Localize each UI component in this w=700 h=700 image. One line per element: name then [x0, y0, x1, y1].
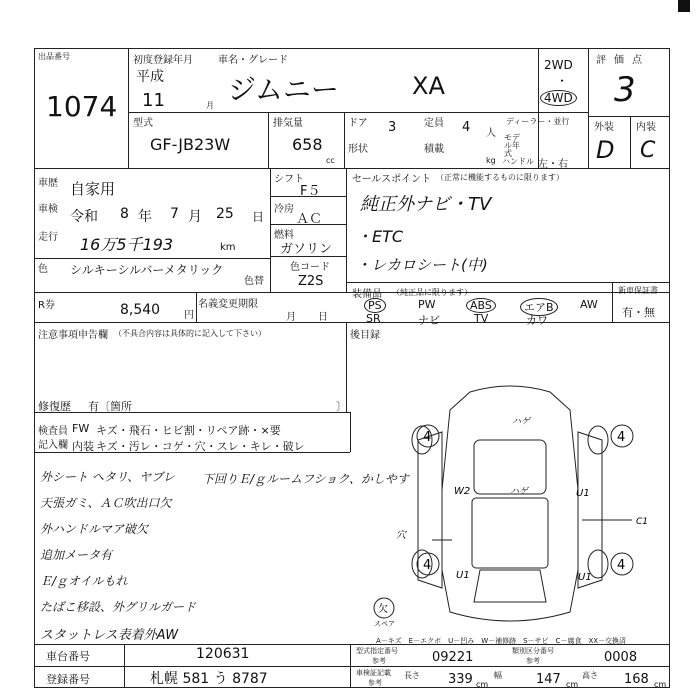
warranty-value: 有・無 — [622, 306, 655, 319]
sales-item-1: 純正外ナビ・TV — [360, 194, 492, 215]
inspector-row2-prefix: 内装 — [72, 440, 94, 453]
drive-2wd: 2WD — [544, 58, 573, 72]
len-value: 339 — [448, 672, 473, 687]
diagram-mark-11: 穴 — [396, 530, 406, 541]
ac-label: 冷房 — [274, 204, 294, 215]
ext-label: 外装 — [594, 122, 614, 133]
inspector-label-1: 検査員 — [38, 426, 68, 437]
recycle-label: R券 — [38, 300, 55, 311]
lot-number: 1074 — [46, 90, 118, 123]
model-year-label: モデル年式 — [504, 133, 520, 158]
wid-label: 幅 — [494, 671, 502, 680]
insp-day: 25 — [216, 206, 234, 222]
spec-sub: 参考 — [372, 657, 386, 665]
mileage-unit: km — [220, 242, 236, 253]
spec-value: 09221 — [432, 650, 474, 665]
repair-label: 修復歴 — [38, 400, 71, 413]
history-label: 車歴 — [38, 178, 58, 189]
remark-6: たばこ移設、外グリルガード — [40, 600, 197, 614]
wid-value: 147 — [536, 672, 561, 687]
warranty-label: 新車保証書 — [618, 286, 658, 295]
equip-airbag: エアB — [520, 298, 558, 316]
diagram-mark-2: 4 — [617, 430, 626, 445]
reg-label: 初度登録年月 — [133, 55, 193, 66]
wid-unit: cm — [566, 680, 579, 689]
fuel-value: ガソリン — [280, 242, 333, 257]
inspector-label-2: 記入欄 — [38, 440, 68, 451]
diagram-mark-6: W2 — [454, 486, 471, 497]
equip-note: （純正品に限ります） — [392, 288, 472, 297]
notes-note: （不具合内容は具体的に記入して下さい） — [114, 329, 266, 338]
diagram-mark-4: 4 — [617, 558, 626, 573]
name-month-unit: 月 — [286, 312, 296, 323]
reg-month-unit: 月 — [206, 101, 214, 110]
remark-2: 天張ガミ、ＡＣ吹出口欠 — [40, 496, 172, 510]
chassis-label: 車台番号 — [46, 650, 90, 663]
equip-leather: カワ — [526, 314, 548, 327]
diagram-mark-10: C1 — [636, 517, 649, 527]
disp-value: 658 — [292, 135, 323, 154]
insp-label: 車検 — [38, 204, 58, 215]
remark-3: 外ハンドルマア破欠 — [40, 522, 149, 536]
disp-unit: cc — [326, 156, 335, 165]
hgt-unit: cm — [654, 680, 667, 689]
chassis-value: 120631 — [196, 646, 250, 662]
shift-label: シフト — [274, 174, 304, 185]
disp-label: 排気量 — [273, 118, 303, 129]
equip-navi: ナビ — [418, 314, 440, 327]
lot-label: 出品番号 — [38, 52, 70, 61]
car-diagram — [360, 380, 660, 640]
equip-pw: PW — [418, 298, 436, 311]
door-value: 3 — [388, 120, 397, 135]
car-name: ジムニー — [228, 73, 339, 106]
name-day-unit: 日 — [318, 312, 328, 323]
ext-value: D — [596, 136, 615, 164]
repair-value: 有〔箇所 — [88, 400, 132, 413]
recycle-value: 8,540 — [120, 302, 161, 318]
remark-top: 下回りＥ/ｇルームフショク、かしやす — [202, 472, 409, 486]
handle-label: ハンドル — [502, 157, 534, 166]
int-label: 内装 — [636, 122, 656, 133]
load-label: 積載 — [424, 144, 444, 155]
corner-mark — [678, 0, 690, 12]
sales-label: セールスポイント — [352, 174, 432, 185]
load-unit: kg — [486, 156, 496, 165]
model-label: 型式 — [133, 118, 153, 129]
shape-label: 形状 — [348, 144, 368, 155]
history-value: 自家用 — [70, 180, 116, 198]
diagram-mark-1: 4 — [423, 430, 432, 445]
shift-value: F５ — [300, 184, 321, 199]
insp-month-unit: 月 — [188, 209, 202, 225]
class-label: 類別区分番号 — [512, 647, 554, 655]
inspector-row1-prefix: FW — [72, 422, 90, 435]
diagram-mark-12: U1 — [578, 572, 592, 583]
sales-item-2: ・ETC — [356, 227, 404, 246]
insp-era: 令和 — [70, 209, 98, 225]
car-grade: XA — [412, 72, 445, 100]
equip-aw: AW — [580, 298, 598, 311]
rear-label: 後目録 — [350, 330, 380, 341]
plate-value: 札幌 581 う 8787 — [150, 671, 268, 687]
diagram-mark-3: 4 — [423, 558, 432, 573]
cap-unit: 人 — [486, 128, 496, 139]
dims-sub: 参考 — [368, 679, 382, 687]
reg-era: 平成 — [136, 69, 164, 85]
insp-year-unit: 年 — [138, 209, 152, 225]
cap-value: 4 — [462, 120, 471, 135]
drive-4wd: 4WD — [540, 90, 577, 106]
model-value: GF-JB23W — [150, 135, 231, 154]
ac-value: ＡＣ — [296, 212, 323, 227]
equip-abs: ABS — [466, 298, 496, 313]
equip-tv: TV — [474, 312, 489, 325]
cap-label: 定員 — [424, 118, 444, 129]
diagram-mark-13: 欠 — [378, 604, 388, 615]
handle-value: 左・右 — [538, 159, 568, 170]
drive-dot: ・ — [556, 74, 569, 88]
equip-label: 装備品 — [352, 289, 382, 300]
score-label: 評価点 — [596, 55, 650, 66]
spec-label: 型式指定番号 — [356, 647, 398, 655]
recycle-unit: 円 — [184, 310, 194, 321]
dealer-label: ディーラー・並行 — [506, 117, 570, 126]
diagram-mark-7: ハゲ — [510, 487, 529, 497]
remark-5: Ｅ/ｇオイルもれ — [40, 574, 128, 588]
remark-1: 外シート ヘタリ、ヤブレ — [40, 470, 175, 484]
int-value: C — [640, 138, 656, 163]
diagram-mark-8: U1 — [576, 488, 590, 499]
class-value: 0008 — [604, 650, 638, 665]
color-code-label: 色コード — [290, 262, 330, 273]
mileage-value: 16万5千193 — [80, 235, 174, 254]
equip-sr: SR — [366, 312, 381, 325]
insp-month: 7 — [170, 206, 179, 222]
door-label: ドア — [348, 118, 368, 129]
score-value: 3 — [614, 70, 636, 110]
plate-label: 登録番号 — [46, 673, 90, 686]
sales-note: （正常に機能するものに限ります） — [436, 173, 564, 182]
color-value: シルキーシルバーメタリック — [70, 263, 224, 277]
class-sub: 参考 — [526, 657, 540, 665]
hgt-value: 168 — [624, 672, 649, 687]
equip-ps: PS — [364, 298, 386, 313]
color-change-label: 色替 — [244, 276, 264, 287]
diagram-mark-5: ハゲ — [512, 417, 531, 427]
repair-close: 〕 — [336, 400, 347, 413]
hgt-label: 高さ — [582, 671, 598, 680]
name-change-label: 名義変更期限 — [198, 299, 258, 310]
fuel-label: 燃料 — [274, 230, 294, 241]
insp-day-unit: 日 — [252, 210, 265, 224]
remark-7: スタットレス表着外AW — [40, 628, 179, 643]
sales-item-3: ・レカロシート(中) — [356, 256, 488, 274]
car-label: 車名・グレード — [218, 55, 288, 66]
diagram-legend: A－キズ E－エクボ U－凹み W－補修跡 S－サビ C－腐食 XX－交換済 — [376, 637, 627, 645]
diagram-mark-9: U1 — [456, 570, 470, 581]
insp-year: 8 — [120, 206, 129, 222]
remark-4: 追加メータ有 — [40, 548, 113, 562]
dims-label: 車検証記載 — [356, 669, 391, 677]
color-code-value: Z2S — [298, 274, 324, 289]
reg-year: 11 — [142, 90, 165, 111]
len-unit: cm — [476, 680, 489, 689]
inspector-row2: キズ・汚レ・コゲ・穴・スレ・キレ・破レ — [96, 440, 305, 453]
inspector-row1: キズ・飛石・ヒビ割・リペア跡・×要 — [96, 424, 281, 437]
diagram-mark-14: スペア — [374, 620, 395, 628]
len-label: 長さ — [404, 671, 420, 680]
notes-label: 注意事項申告欄 — [38, 330, 108, 341]
mileage-label: 走行 — [38, 232, 58, 243]
color-label: 色 — [38, 264, 48, 275]
